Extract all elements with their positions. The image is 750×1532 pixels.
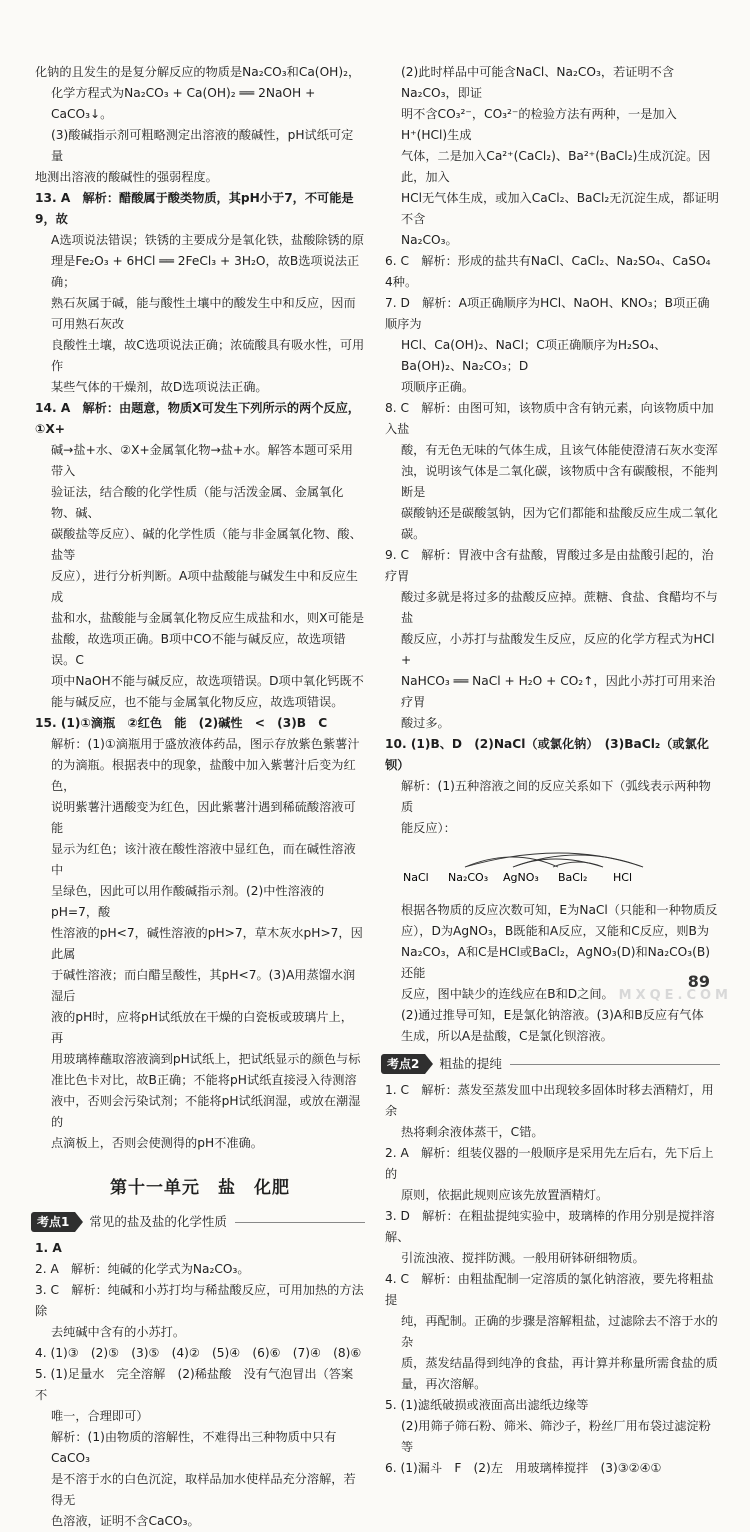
text-line: 盐酸，故选项正确。B项中CO不能与碱反应，故选项错误。C — [51, 632, 346, 667]
answer-line: 5. (1)滤纸破损或液面高出滤纸边缘等 — [385, 1398, 589, 1412]
text-line: 某些气体的干燥剂，故D选项说法正确。 — [51, 380, 268, 394]
text-line: 是不溶于水的白色沉淀，取样品加水使样品充分溶解，若得无 — [51, 1472, 356, 1507]
watermark: MXQE.COM — [618, 988, 732, 1003]
divider — [510, 1063, 720, 1065]
answer-line: 8. C 解析：由图可知，该物质中含有钠元素，向该物质中加入盐 — [385, 401, 714, 436]
divider — [235, 1221, 365, 1223]
text-line: 解析：(1)五种溶液之间的反应关系如下（弧线表示两种物质 — [401, 779, 711, 814]
section-tag: 考点2 — [381, 1054, 425, 1074]
answer-line: 9. C 解析：胃液中含有盐酸，胃酸过多是由盐酸引起的，治疗胃 — [385, 548, 714, 583]
text-line: 准比色卡对比，故B正确；不能将pH试纸直接浸入待测溶 — [51, 1073, 357, 1087]
text-line: 化学方程式为Na₂CO₃ + Ca(OH)₂ ══ 2NaOH + CaCO₃↓。 — [51, 86, 316, 121]
text-line: (2)此时样品中可能含NaCl、Na₂CO₃，若证明不含Na₂CO₃，即证 — [401, 65, 675, 100]
text-line: 生成，所以A是盐酸，C是氯化钡溶液。 — [401, 1029, 613, 1043]
text-line: 应），D为AgNO₃，B既能和A反应，又能和C反应，则B为 — [401, 924, 710, 938]
text-line: 纯，再配制。正确的步骤是溶解粗盐，过滤除去不溶于水的杂 — [401, 1314, 718, 1349]
text-line: 性溶液的pH<7，碱性溶液的pH>7，草木灰水pH>7，因此属 — [51, 926, 363, 961]
tag-arrow-icon — [425, 1054, 433, 1074]
text-line: 色溶液，证明不含CaCO₃。 — [51, 1514, 200, 1528]
answer-line: 3. C 解析：纯碱和小苏打均与稀盐酸反应，可用加热的方法除 — [35, 1283, 364, 1318]
text-line: 酸反应，小苏打与盐酸发生反应，反应的化学方程式为HCl + — [401, 632, 715, 667]
text-line: 液中，否则会污染试剂；不能将pH试纸润湿，或放在潮湿的 — [51, 1094, 361, 1129]
section-title: 常见的盐及盐的化学性质 — [89, 1214, 227, 1229]
answer-14: 14. A 解析：由题意，物质X可发生下列所示的两个反应，①X+ — [35, 401, 360, 436]
text-line: 熟石灰属于碱，能与酸性土壤中的酸发生中和反应，因而可用熟石灰改 — [51, 296, 356, 331]
left-column — [35, 62, 365, 1532]
text-line: 能与碱反应，也不能与金属氧化物反应，故选项错误。 — [51, 695, 344, 709]
answer-13: 13. A 解析：醋酸属于酸类物质，其pH小于7，不可能是9，故 — [35, 191, 354, 226]
answer-10: 10. (1)B、D (2)NaCl（或氯化钠） (3)BaCl₂（或氯化钡） — [385, 737, 709, 772]
text-line: 理是Fe₂O₃ + 6HCl ══ 2FeCl₃ + 3H₂O，故B选项说法正确； — [51, 254, 360, 289]
text-line: 质，蒸发结晶得到纯净的食盐，再计算并称量所需食盐的质 — [401, 1356, 718, 1370]
text-line: 去纯碱中含有的小苏打。 — [51, 1325, 186, 1339]
text-line: 量，再次溶解。 — [401, 1377, 487, 1391]
text-line: Na₂CO₃，A和C是HCl或BaCl₂，AgNO₃(D)和Na₂CO₃(B)还能 — [401, 945, 710, 980]
text-line: 显示为红色；该汁液在酸性溶液中显红色，而在碱性溶液中 — [51, 842, 356, 877]
reaction-diagram — [403, 845, 663, 889]
text-line: 于碱性溶液；而白醋呈酸性，其pH<7。(3)A用蒸馏水润湿后 — [51, 968, 356, 1003]
answer-line: 3. D 解析：在粗盐提纯实验中，玻璃棒的作用分别是搅拌溶解、 — [385, 1209, 715, 1244]
right-column — [385, 62, 720, 1479]
answer-line: 6. C 解析：形成的盐共有NaCl、CaCl₂、Na₂SO₄、CaSO₄ 4种。 — [385, 254, 711, 289]
text-line: 明不含CO₃²⁻，CO₃²⁻的检验方法有两种，一是加入H⁺(HCl)生成 — [401, 107, 677, 142]
section-header-2 — [381, 1053, 720, 1074]
answer-line: 2. A 解析：纯碱的化学式为Na₂CO₃。 — [35, 1262, 250, 1276]
answer-line: 6. (1)漏斗 F (2)左 用玻璃棒搅拌 (3)③②④① — [385, 1461, 662, 1475]
text-line: (2)用筛子筛石粉、筛米、筛沙子，粉丝厂用布袋过滤淀粉等 — [401, 1419, 711, 1454]
text-line: 根据各物质的反应次数可知，E为NaCl（只能和一种物质反 — [401, 903, 718, 917]
text-line: 能反应）： — [401, 821, 456, 835]
answer-line: 7. D 解析：A项正确顺序为HCl、NaOH、KNO₃；B项正确顺序为 — [385, 296, 710, 331]
page-number: 89 — [687, 972, 710, 991]
text-line: 液的pH时，应将pH试纸放在干燥的白瓷板或玻璃片上，再 — [51, 1010, 353, 1045]
text-line: A选项说法错误；铁锈的主要成分是氧化铁，盐酸除锈的原 — [51, 233, 365, 247]
text-line: HCl无气体生成，或加入CaCl₂、BaCl₂无沉淀生成，都证明不含 — [401, 191, 719, 226]
text-line: 解析：(1)①滴瓶用于盛放液体药品，图示存放紫色紫薯汁 — [51, 737, 360, 751]
text-line: 解析：(1)由物质的溶解性，不难得出三种物质中只有CaCO₃ — [51, 1430, 337, 1465]
text-line: 酸过多就是将过多的盐酸反应掉。蔗糖、食盐、食醋均不与盐 — [401, 590, 718, 625]
text-line: 酸过多。 — [401, 716, 450, 730]
text-line: 说明紫薯汁遇酸变为红色，因此紫薯汁遇到稀硫酸溶液可能 — [51, 800, 356, 835]
text-line: 热将剩余液体蒸干，C错。 — [401, 1125, 544, 1139]
answer-line: 4. C 解析：由粗盐配制一定溶质的氯化钠溶液，要先将粗盐提 — [385, 1272, 714, 1307]
text-line: 酸，有无色无味的气体生成，且该气体能使澄清石灰水变浑 — [401, 443, 718, 457]
text-line: 呈绿色，因此可以用作酸碱指示剂。(2)中性溶液的pH=7，酸 — [51, 884, 325, 919]
text-line: 原则，依据此规则应该先放置酒精灯。 — [401, 1188, 609, 1202]
section-title: 粗盐的提纯 — [439, 1056, 502, 1071]
node-na2co3: Na₂CO₃ — [448, 871, 489, 884]
text-line: 浊，说明该气体是二氧化碳，该物质中含有碳酸根，不能判断是 — [401, 464, 718, 499]
answer-15: 15. (1)①滴瓶 ②红色 能 (2)碱性 < (3)B C — [35, 716, 328, 730]
text-line: 唯一，合理即可） — [51, 1409, 149, 1423]
section-header-1 — [31, 1211, 365, 1232]
text-line: 反应，图中缺少的连线应在B和D之间。 — [401, 987, 614, 1001]
text-line: 引流浊液、搅拌防溅。一般用研钵研细物质。 — [401, 1251, 645, 1265]
answer-line: 4. (1)③ (2)⑤ (3)⑤ (4)② (5)④ (6)⑥ (7)④ (8)⑥ — [35, 1346, 362, 1360]
text-line: 气体，二是加入Ca²⁺(CaCl₂)、Ba²⁺(BaCl₂)生成沉淀。因此，加入 — [401, 149, 711, 184]
answer-line: 2. A 解析：组装仪器的一般顺序是采用先左后右，先下后上的 — [385, 1146, 714, 1181]
text-line: (3)酸碱指示剂可粗略测定出溶液的酸碱性，pH试纸可定量 — [51, 128, 354, 163]
text-line: 的为滴瓶。根据表中的现象，盐酸中加入紫薯汁后变为红色， — [51, 758, 356, 793]
text-line: 地测出溶液的酸碱性的强弱程度。 — [35, 170, 218, 184]
text-line: 化钠的且发生的是复分解反应的物质是Na₂CO₃和Ca(OH)₂， — [35, 65, 361, 79]
text-line: 项中NaOH不能与碱反应，故选项错误。D项中氧化钙既不 — [51, 674, 364, 688]
answer-line: 1. C 解析：蒸发至蒸发皿中出现较多固体时移去酒精灯，用余 — [385, 1083, 714, 1118]
text-line: 验证法，结合酸的化学性质（能与活泼金属、金属氧化物、碱、 — [51, 485, 344, 520]
node-nacl: NaCl — [403, 871, 429, 884]
text-line: 碳酸盐等反应）、碱的化学性质（能与非金属氧化物、酸、盐等 — [51, 527, 362, 562]
node-agno3: AgNO₃ — [503, 871, 539, 884]
unit-title: 第十一单元 盐 化肥 — [110, 1178, 290, 1198]
text-line: 反应），进行分析判断。A项中盐酸能与碱发生中和反应生成 — [51, 569, 358, 604]
text-line: HCl、Ca(OH)₂、NaCl；C项正确顺序为H₂SO₄、Ba(OH)₂、Na₂CO₃；D — [401, 338, 667, 373]
answer-line: 1. A — [35, 1241, 62, 1255]
text-line: 盐和水，盐酸能与金属氧化物反应生成盐和水，则X可能是 — [51, 611, 365, 625]
text-line: (2)通过推导可知，E是氯化钠溶液。(3)A和B反应有气体 — [401, 1008, 704, 1022]
text-line: 碳酸钠还是碳酸氢钠，因为它们都能和盐酸反应生成二氧化碳。 — [401, 506, 718, 541]
answer-line: 5. (1)足量水 完全溶解 (2)稀盐酸 没有气泡冒出（答案不 — [35, 1367, 354, 1402]
section-tag: 考点1 — [31, 1212, 75, 1232]
node-bacl2: BaCl₂ — [558, 871, 588, 884]
text-line: 碱→盐+水、②X+金属氧化物→盐+水。解答本题可采用带入 — [51, 443, 353, 478]
node-hcl: HCl — [613, 871, 633, 884]
text-line: 点滴板上，否则会使测得的pH不准确。 — [51, 1136, 263, 1150]
text-line: 良酸性土壤，故C选项说法正确；浓硫酸具有吸水性，可用作 — [51, 338, 365, 373]
text-line: 用玻璃棒蘸取溶液滴到pH试纸上，把试纸显示的颜色与标 — [51, 1052, 361, 1066]
text-line: NaHCO₃ ══ NaCl + H₂O + CO₂↑，因此小苏打可用来治疗胃 — [401, 674, 716, 709]
tag-arrow-icon — [75, 1212, 83, 1232]
text-line: Na₂CO₃。 — [401, 233, 458, 247]
text-line: 项顺序正确。 — [401, 380, 475, 394]
arc — [553, 862, 603, 867]
